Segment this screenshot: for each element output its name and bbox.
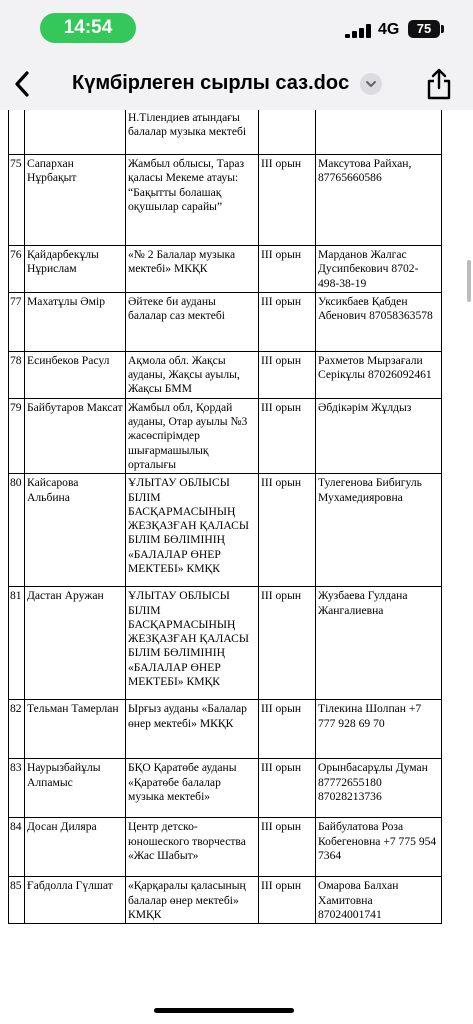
organization: Жамбыл облысы, Тараз қаласы Мекеме атауы: “Бақытты болашақ оқушылар сарайы”	[126, 155, 259, 246]
place-award: III орын	[259, 351, 316, 398]
place-award: III орын	[259, 398, 316, 473]
participant-name	[25, 110, 126, 155]
table-row	[9, 700, 442, 759]
row-number: 85	[9, 877, 25, 924]
organization: Центр детско-юношеского творчества «Жас Шабыт»	[126, 818, 259, 877]
organization: Әйтеке би ауданы балалар саз мектебі	[126, 292, 259, 351]
table-row	[9, 351, 442, 398]
place-award: III орын	[259, 587, 316, 700]
organization: Н.Тілендиев атындағы балалар музыка мектебі	[126, 110, 259, 155]
teacher-contact: Омарова Балхан Хамитовна 87024001741	[316, 877, 442, 924]
navigation-bar	[0, 58, 473, 110]
participant-name: Сапархан Нұрбақыт	[25, 155, 126, 246]
row-number	[9, 110, 25, 155]
table-row	[9, 474, 442, 587]
participant-name: Наурызбайұлы Алпамыс	[25, 759, 126, 818]
table-row	[9, 877, 442, 924]
place-award: III орын	[259, 246, 316, 293]
table-row	[9, 155, 442, 246]
table-row	[9, 246, 442, 293]
chevron-left-icon[interactable]	[8, 66, 40, 102]
table-row	[9, 398, 442, 473]
teacher-contact: Жузбаева Гулдана Жангалиевна	[316, 587, 442, 700]
table-row	[9, 759, 442, 818]
participant-name: Қайдарбекұлы Нұрислам	[25, 246, 126, 293]
row-number: 79	[9, 398, 25, 473]
share-icon[interactable]	[424, 66, 454, 102]
organization: ҰЛЫТАУ ОБЛЫСЫ БІЛІМ БАСҚАРМАСЫНЫҢ ЖЕЗҚАЗҒАН ҚАЛАСЫ БІЛІМ БӨЛІМІНІҢ «БАЛАЛАР ӨНЕР МЕКТЕБІ» КМҚК	[126, 587, 259, 700]
participant-name: Досан Диляра	[25, 818, 126, 877]
status-time[interactable]: 14:54	[40, 13, 136, 43]
place-award: III орын	[259, 818, 316, 877]
place-award: III орын	[259, 155, 316, 246]
participant-name: Кайсарова Альбина	[25, 474, 126, 587]
place-award: III орын	[259, 877, 316, 924]
chevron-down-icon[interactable]	[360, 73, 382, 95]
row-number: 84	[9, 818, 25, 877]
participant-name: Есинбеков Расул	[25, 351, 126, 398]
document-viewer[interactable]	[0, 110, 473, 1024]
participant-name: Байбутаров Максат	[25, 398, 126, 473]
place-award: III орын	[259, 700, 316, 759]
teacher-contact: Марданов Жалгас Дусипбекович 8702-498-38-19	[316, 246, 442, 293]
row-number: 76	[9, 246, 25, 293]
table-row	[9, 292, 442, 351]
organization: Ырғыз ауданы «Балалар өнер мектебі» МКҚК	[126, 700, 259, 759]
network-type: 4G	[378, 21, 400, 38]
cellular-signal-icon	[345, 24, 373, 38]
row-number: 82	[9, 700, 25, 759]
document-title[interactable]: Күмбірлеген сырлы саз.doc	[72, 72, 350, 94]
row-number: 75	[9, 155, 25, 246]
participant-name: Махатұлы Әмір	[25, 292, 126, 351]
organization: ҰЛЫТАУ ОБЛЫСЫ БІЛІМ БАСҚАРМАСЫНЫҢ ЖЕЗҚАЗҒАН ҚАЛАСЫ БІЛІМ БӨЛІМІНІҢ «БАЛАЛАР ӨНЕР МЕКТЕБІ» КМҚК	[126, 474, 259, 587]
teacher-contact	[316, 110, 442, 155]
place-award: III орын	[259, 292, 316, 351]
organization: «Қарқаралы қаласының балалар өнер мектебі» КМҚК	[126, 877, 259, 924]
row-number: 77	[9, 292, 25, 351]
teacher-contact: Рахметов Мырзағали Серікұлы 87026092461	[316, 351, 442, 398]
organization: «№ 2 Балалар музыка мектебі» МКҚК	[126, 246, 259, 293]
home-indicator[interactable]	[154, 1008, 294, 1013]
row-number: 80	[9, 474, 25, 587]
place-award: III орын	[259, 474, 316, 587]
place-award: III орын	[259, 759, 316, 818]
table-row	[9, 818, 442, 877]
organization: Ақмола обл. Жақсы ауданы, Жақсы ауылы, Жақсы БММ	[126, 351, 259, 398]
scrollbar[interactable]	[467, 260, 471, 302]
teacher-contact: Тулегенова Бибигуль Мухамедияровна	[316, 474, 442, 587]
row-number: 81	[9, 587, 25, 700]
results-table	[8, 110, 442, 924]
table-row	[9, 110, 442, 155]
results-table-body	[9, 110, 442, 924]
table-row	[9, 587, 442, 700]
row-number: 83	[9, 759, 25, 818]
teacher-contact: Орынбасарұлы Думан 87772655180 87028213736	[316, 759, 442, 818]
row-number: 78	[9, 351, 25, 398]
organization: Жамбыл обл, Қордай ауданы, Отар ауылы №3 жасөспірімдер шығармашылық орталығы	[126, 398, 259, 473]
participant-name: Дастан Аружан	[25, 587, 126, 700]
status-bar	[0, 0, 473, 58]
participant-name: Тельман Тамерлан	[25, 700, 126, 759]
teacher-contact: Әбдікәрім Жұлдыз	[316, 398, 442, 473]
participant-name: Ғабдолла Гүлшат	[25, 877, 126, 924]
place-award	[259, 110, 316, 155]
battery-icon: 75	[408, 20, 440, 38]
teacher-contact: Байбулатова Роза Кобегеновна +7 775 954 7364	[316, 818, 442, 877]
teacher-contact: Тілекина Шолпан +7 777 928 69 70	[316, 700, 442, 759]
teacher-contact: Максутова Райхан, 87765660586	[316, 155, 442, 246]
battery-tip	[441, 25, 444, 33]
organization: БҚО Қаратөбе ауданы «Қаратөбе балалар музыка мектебі»	[126, 759, 259, 818]
teacher-contact: Уксикбаев Қабден Абенович 87058363578	[316, 292, 442, 351]
